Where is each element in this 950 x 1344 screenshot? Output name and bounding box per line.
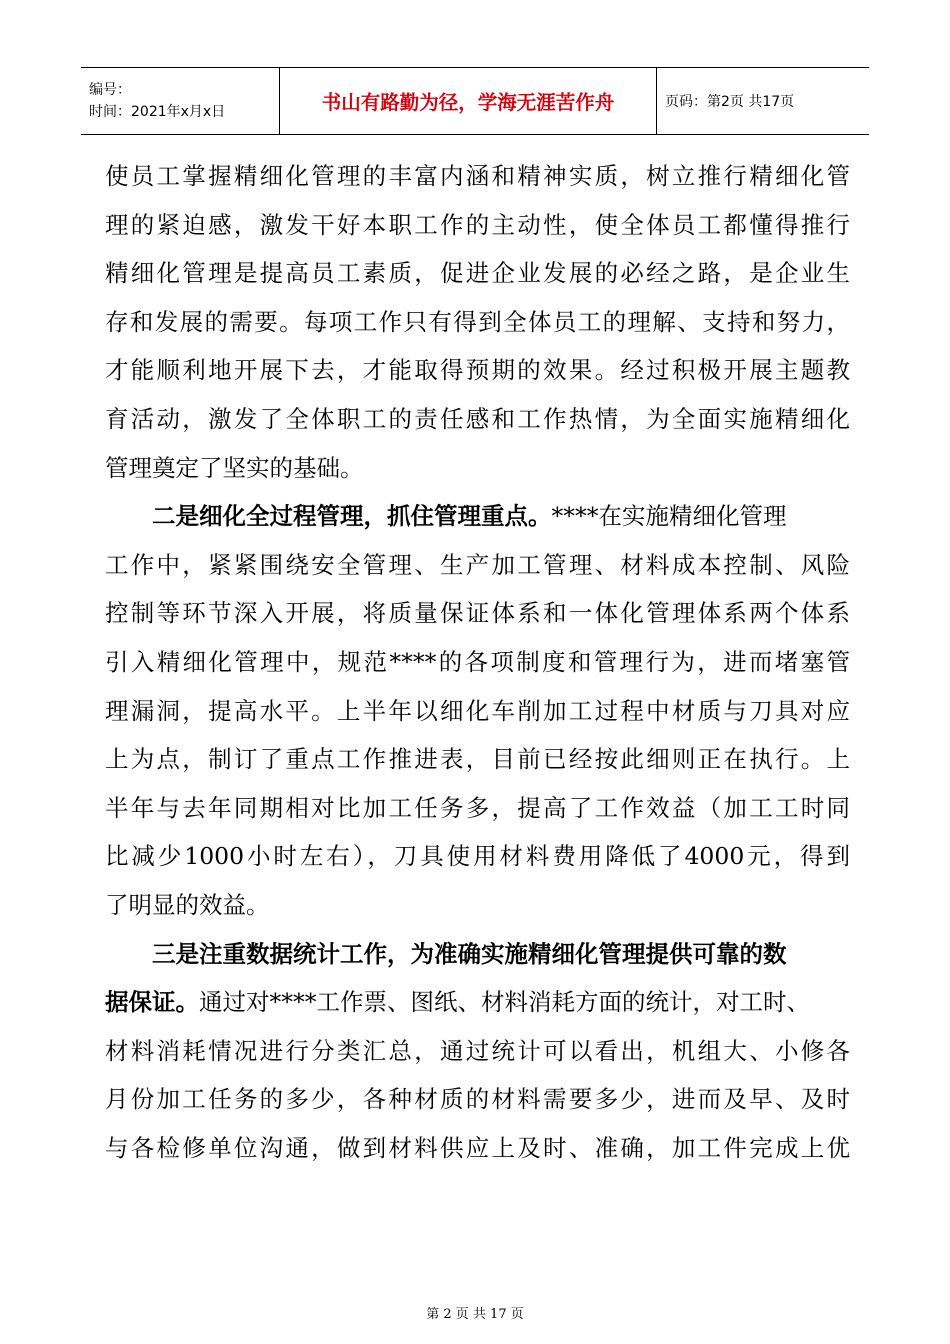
text-line: 月份加工任务的多少，各种材质的材料需要多少，进而及早、及时	[105, 1085, 850, 1114]
text-run: ****在实施精细化管理	[551, 502, 787, 531]
text-line: 才能顺利地开展下去，才能取得预期的效果。经过积极开展主题教	[105, 356, 850, 385]
text-line: 控制等环节深入开展，将质量保证体系和一体化管理体系两个体系	[105, 599, 850, 628]
doc-time-label: 时间：2021年x月x日	[89, 104, 226, 120]
page-header	[81, 67, 869, 135]
text-line	[105, 978, 850, 1027]
text-line: 管理奠定了坚实的基础。	[105, 453, 364, 482]
text-line: 引入精细化管理中，规范****的各项制度和管理行为，进而堵塞管	[105, 647, 850, 676]
paragraph-heading-end: 据保证。	[105, 988, 199, 1017]
paragraph-heading: 二是细化全过程管理，抓住管理重点。	[152, 502, 552, 531]
header-meta	[81, 68, 280, 134]
text-line: 了明显的效益。	[105, 890, 270, 919]
header-motto: 书山有路勤为径，学海无涯苦作舟	[280, 68, 657, 134]
paragraph-3	[105, 930, 850, 1173]
text-line: 与各检修单位沟通，做到材料供应上及时、准确，加工件完成上优	[105, 1133, 850, 1162]
paragraph-2	[105, 492, 850, 929]
paragraph-1	[105, 152, 850, 492]
text-line: 理的紧迫感，激发干好本职工作的主动性，使全体员工都懂得推行	[105, 210, 850, 239]
text-line: 材料消耗情况进行分类汇总，通过统计可以看出，机组大、小修各	[105, 1036, 850, 1065]
text-line	[105, 492, 850, 541]
paragraph-heading: 三是注重数据统计工作，为准确实施精细化管理提供可靠的数	[152, 939, 787, 968]
page-footer: 第 2 页 共 17 页	[426, 1307, 524, 1322]
text-line: 理漏洞，提高水平。上半年以细化车削加工过程中材质与刀具对应	[105, 696, 850, 725]
text-line: 半年与去年同期相对比加工任务多，提高了工作效益（加工工时同	[105, 793, 850, 822]
text-line: 使员工掌握精细化管理的丰富内涵和精神实质，树立推行精细化管	[105, 162, 850, 190]
text-line: 精细化管理是提高员工素质，促进企业发展的必经之路，是企业生	[105, 259, 850, 288]
doc-number-label: 编号：	[89, 82, 131, 98]
text-line: 上为点，制订了重点工作推进表，目前已经按此细则正在执行。上	[105, 745, 850, 774]
text-line: 育活动，激发了全体职工的责任感和工作热情，为全面实施精细化	[105, 404, 850, 433]
text-line: 工作中，紧紧围绕安全管理、生产加工管理、材料成本控制、风险	[105, 550, 850, 579]
text-line: 存和发展的需要。每项工作只有得到全体员工的理解、支持和努力，	[105, 307, 850, 336]
document-body	[105, 152, 850, 1172]
text-line: 比减少1000小时左右），刀具使用材料费用降低了4000元，得到	[105, 842, 850, 871]
text-run: 通过对****工作票、图纸、材料消耗方面的统计，对工时、	[199, 988, 810, 1017]
header-page-info: 页码：第2页 共17页	[665, 94, 795, 110]
